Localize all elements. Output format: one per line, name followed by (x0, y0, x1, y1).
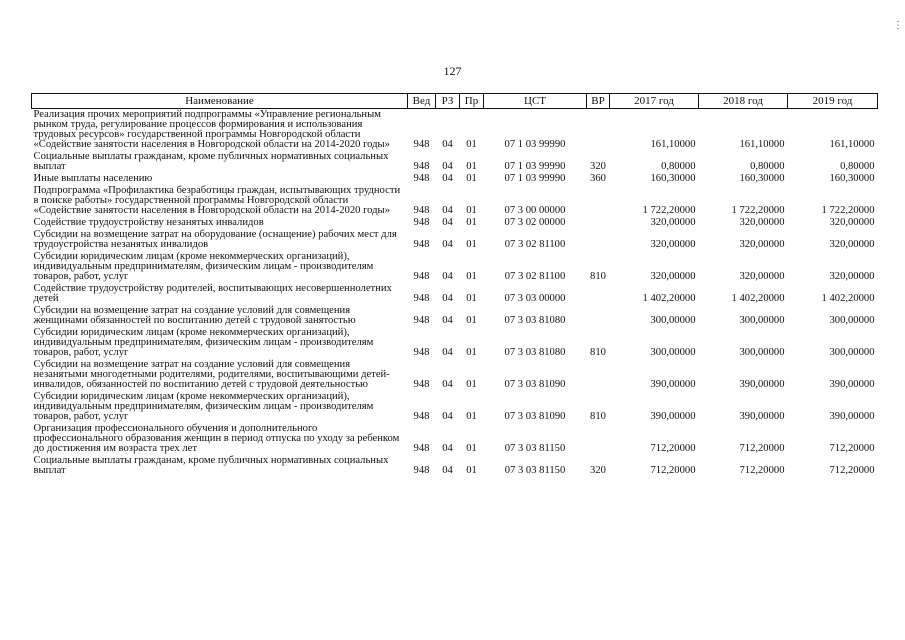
row-rz: 04 (442, 379, 453, 390)
row-value-2017: 1 722,20000 (642, 205, 696, 216)
row-vr (587, 305, 610, 327)
row-vr (587, 359, 610, 391)
row-value-2019: 390,00000 (829, 411, 875, 422)
row-ved: 948 (413, 271, 430, 282)
row-rz: 04 (442, 239, 453, 250)
header-vr: ВР (587, 94, 610, 109)
row-vr (587, 283, 610, 305)
margin-mark: ⋮ (893, 20, 903, 31)
row-ved: 948 (413, 315, 430, 326)
row-rz: 04 (442, 161, 453, 172)
row-pr: 01 (466, 271, 477, 282)
row-value-2017: 390,00000 (650, 411, 696, 422)
row-value-2017: 300,00000 (650, 315, 696, 326)
row-ved: 948 (413, 239, 430, 250)
row-rz: 04 (442, 293, 453, 304)
row-cst: 07 1 03 99990 (504, 161, 566, 172)
row-rz: 04 (442, 139, 453, 150)
table-row (32, 185, 878, 217)
table-row (32, 251, 878, 283)
row-rz: 04 (442, 271, 453, 282)
row-vr: 360 (590, 173, 606, 184)
row-value-2018: 390,00000 (739, 411, 785, 422)
row-value-2018: 320,00000 (739, 239, 785, 250)
table-row (32, 455, 878, 477)
row-value-2019: 712,20000 (829, 465, 875, 476)
row-value-2017: 300,00000 (650, 347, 696, 358)
row-vr (587, 229, 610, 251)
row-value-2018: 300,00000 (739, 315, 785, 326)
row-name: Субсидии на возмещение затрат на создание условий для совмещения женщинами обязанностей по воспитанию детей с трудовой занятостью (33, 305, 356, 326)
row-ved: 948 (413, 173, 430, 184)
row-name: Подпрограмма «Профилактика безработицы граждан, испытывающих трудности в поиске работы» государственной программы Новгородской области «Содействие занятости населения в Новгородской области на 2014-2020 годы» (33, 185, 401, 216)
row-pr: 01 (466, 161, 477, 172)
row-value-2019: 160,30000 (829, 173, 875, 184)
row-value-2019: 161,10000 (829, 139, 875, 150)
table-row (32, 229, 878, 251)
header-pr: Пр (460, 94, 484, 109)
row-name: Реализация прочих мероприятий подпрограммы «Управление региональным рынком труда, регулирование процессов формирования и использования трудовых ресурсов» государственной программы Новгородской области «Содействие занятости населения в Новгородской области на 2014-2020 годы» (33, 109, 390, 150)
row-cst: 07 3 03 81090 (504, 411, 566, 422)
row-value-2017: 1 402,20000 (642, 293, 696, 304)
row-value-2017: 712,20000 (650, 465, 696, 476)
row-ved: 948 (413, 411, 430, 422)
row-rz: 04 (442, 411, 453, 422)
row-value-2019: 712,20000 (829, 443, 875, 454)
row-value-2019: 320,00000 (829, 271, 875, 282)
row-cst: 07 3 03 81080 (504, 315, 566, 326)
table-row (32, 423, 878, 455)
row-value-2017: 320,00000 (650, 239, 696, 250)
row-vr (587, 423, 610, 455)
row-value-2017: 160,30000 (650, 173, 696, 184)
row-cst: 07 3 03 81150 (504, 465, 566, 476)
row-ved: 948 (413, 347, 430, 358)
row-value-2018: 161,10000 (739, 139, 785, 150)
row-value-2019: 300,00000 (829, 347, 875, 358)
row-vr (587, 109, 610, 152)
row-name: Субсидии на возмещение затрат на оборудование (оснащение) рабочих мест для трудоустройства незанятых инвалидов (33, 229, 397, 250)
row-cst: 07 3 03 81080 (504, 347, 566, 358)
row-value-2019: 320,00000 (829, 217, 875, 228)
row-value-2018: 320,00000 (739, 217, 785, 228)
row-name: Содействие трудоустройству родителей, воспитывающих несовершеннолетних детей (33, 283, 392, 304)
row-ved: 948 (413, 139, 430, 150)
row-pr: 01 (466, 465, 477, 476)
row-value-2017: 0,80000 (661, 161, 696, 172)
row-rz: 04 (442, 347, 453, 358)
row-cst: 07 3 03 00000 (504, 293, 566, 304)
row-cst: 07 3 02 00000 (504, 217, 566, 228)
row-name: Субсидии юридическим лицам (кроме некоммерческих организаций), индивидуальным предпринимателям, физическим лицам - производителям товаров, работ, услуг (33, 251, 374, 282)
row-pr: 01 (466, 173, 477, 184)
table-row (32, 151, 878, 173)
table-row (32, 391, 878, 423)
row-rz: 04 (442, 217, 453, 228)
page-number: 127 (443, 64, 462, 78)
table-row (32, 173, 878, 185)
row-vr: 320 (590, 161, 606, 172)
row-value-2017: 320,00000 (650, 217, 696, 228)
row-value-2019: 1 402,20000 (821, 293, 875, 304)
row-pr: 01 (466, 205, 477, 216)
row-vr (587, 185, 610, 217)
row-value-2017: 390,00000 (650, 379, 696, 390)
row-ved: 948 (413, 161, 430, 172)
row-pr: 01 (466, 443, 477, 454)
row-rz: 04 (442, 465, 453, 476)
row-ved: 948 (413, 379, 430, 390)
row-name: Содействие трудоустройству незанятых инвалидов (33, 217, 264, 228)
row-ved: 948 (413, 205, 430, 216)
row-value-2019: 0,80000 (840, 161, 875, 172)
header-cst: ЦСТ (484, 94, 587, 109)
row-ved: 948 (413, 217, 430, 228)
row-ved: 948 (413, 465, 430, 476)
row-pr: 01 (466, 315, 477, 326)
row-pr: 01 (466, 411, 477, 422)
row-cst: 07 3 03 81090 (504, 379, 566, 390)
header-name: Наименование (32, 94, 408, 109)
row-cst: 07 3 02 81100 (504, 271, 566, 282)
row-value-2018: 1 402,20000 (731, 293, 785, 304)
row-value-2018: 1 722,20000 (731, 205, 785, 216)
row-vr: 810 (590, 411, 606, 422)
row-value-2017: 712,20000 (650, 443, 696, 454)
table-row (32, 109, 878, 152)
row-vr (587, 217, 610, 229)
row-rz: 04 (442, 315, 453, 326)
row-name: Социальные выплаты гражданам, кроме публичных нормативных социальных выплат (33, 151, 389, 172)
row-value-2017: 161,10000 (650, 139, 696, 150)
row-name: Социальные выплаты гражданам, кроме публичных нормативных социальных выплат (33, 455, 389, 476)
row-value-2019: 390,00000 (829, 379, 875, 390)
row-rz: 04 (442, 443, 453, 454)
row-pr: 01 (466, 347, 477, 358)
row-ved: 948 (413, 293, 430, 304)
row-pr: 01 (466, 139, 477, 150)
row-cst: 07 1 03 99990 (504, 139, 566, 150)
table-body (32, 109, 878, 478)
header-2017: 2017 год (610, 94, 699, 109)
header-2018: 2018 год (699, 94, 788, 109)
row-name: Субсидии юридическим лицам (кроме некоммерческих организаций), индивидуальным предпринимателям, физическим лицам - производителям товаров, работ, услуг (33, 327, 374, 358)
header-ved: Вед (408, 94, 436, 109)
budget-table (31, 93, 878, 477)
row-vr: 810 (590, 347, 606, 358)
row-value-2019: 1 722,20000 (821, 205, 875, 216)
row-name: Субсидии на возмещение затрат на создание условий для совмещения незанятыми многодетными родителями, родителями, воспитывающими детей-инвалидов, обязанностей по воспитанию детей с трудовой деятельностью (33, 359, 390, 390)
header-2019: 2019 год (788, 94, 878, 109)
table-row (32, 217, 878, 229)
row-rz: 04 (442, 205, 453, 216)
table-row (32, 359, 878, 391)
row-name: Иные выплаты населению (33, 173, 153, 184)
table-header-row (32, 94, 878, 109)
row-pr: 01 (466, 293, 477, 304)
row-name: Организация профессионального обучения и дополнительного профессионального образования женщин в период отпуска по уходу за ребенком до достижения им возраста трех лет (33, 423, 400, 454)
row-value-2018: 160,30000 (739, 173, 785, 184)
row-vr: 810 (590, 271, 606, 282)
table-row (32, 305, 878, 327)
row-pr: 01 (466, 239, 477, 250)
row-ved: 948 (413, 443, 430, 454)
row-value-2018: 0,80000 (750, 161, 785, 172)
row-name: Субсидии юридическим лицам (кроме некоммерческих организаций), индивидуальным предпринимателям, физическим лицам - производителям товаров, работ, услуг (33, 391, 374, 422)
row-value-2019: 300,00000 (829, 315, 875, 326)
table-row (32, 327, 878, 359)
row-value-2017: 320,00000 (650, 271, 696, 282)
row-cst: 07 3 00 00000 (504, 205, 566, 216)
row-rz: 04 (442, 173, 453, 184)
row-value-2018: 390,00000 (739, 379, 785, 390)
row-value-2018: 712,20000 (739, 443, 785, 454)
row-value-2018: 300,00000 (739, 347, 785, 358)
row-vr: 320 (590, 465, 606, 476)
row-pr: 01 (466, 379, 477, 390)
row-value-2018: 712,20000 (739, 465, 785, 476)
row-value-2018: 320,00000 (739, 271, 785, 282)
row-cst: 07 3 02 81100 (504, 239, 566, 250)
row-cst: 07 3 03 81150 (504, 443, 566, 454)
table-row (32, 283, 878, 305)
row-cst: 07 1 03 99990 (504, 173, 566, 184)
header-rz: РЗ (436, 94, 460, 109)
row-pr: 01 (466, 217, 477, 228)
row-value-2019: 320,00000 (829, 239, 875, 250)
